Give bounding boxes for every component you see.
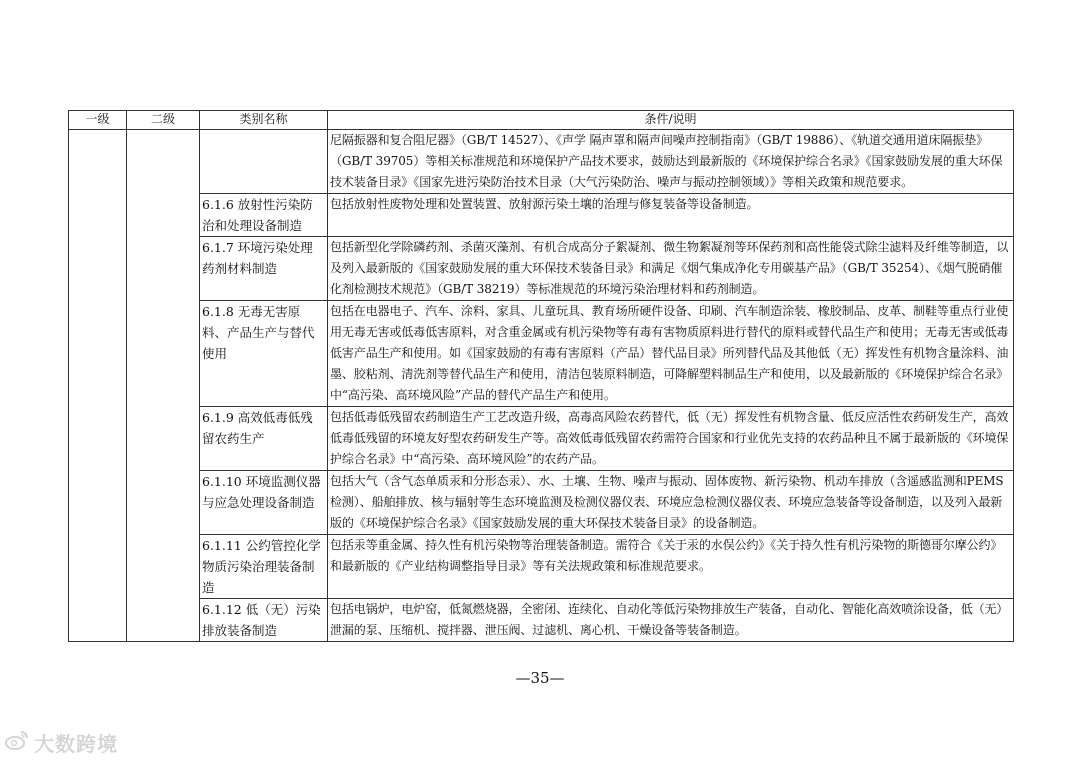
table-row	[69, 194, 1014, 237]
header-category: 类别名称	[200, 111, 328, 130]
watermark	[4, 728, 118, 757]
table-row	[69, 471, 1014, 535]
description-cell: 包括新型化学除磷药剂、杀菌灭藻剂、有机合成高分子絮凝剂、微生物絮凝剂等环保药剂和高性能袋式除尘滤料及纤维等制造，以及列入最新版的《国家鼓励发展的重大环保技术装备目录》和满足《烟气集成净化专用碳基产品》（GB/T 35254）、《烟气脱硝催化剂检测技术规范》（GB/T 38219）等标准规范的环境污染治理材料和药剂制造。	[328, 237, 1014, 301]
table-header-row	[69, 111, 1014, 130]
table-row	[69, 407, 1014, 471]
level1-cell	[69, 130, 127, 642]
table-row	[69, 130, 1014, 194]
header-level1: 一级	[69, 111, 127, 130]
table-row	[69, 301, 1014, 407]
category-cell: 6.1.10 环境监测仪器与应急处理设备制造	[200, 471, 328, 535]
category-cell: 6.1.12 低（无）污染排放装备制造	[200, 599, 328, 642]
header-level2: 二级	[127, 111, 200, 130]
description-cell: 包括大气（含气态单质汞和分形态汞）、水、土壤、生物、噪声与振动、固体废物、新污染物、机动车排放（含遥感监测和PEMS 检测）、船舶排放、核与辐射等生态环境监测及检测仪器仪表、环境应急检测仪器仪表、环境应急装备等设备制造，以及列入最新版的《环境保护综合名录》《国家鼓励发展的重大环保技术装备目录》的设备制造。	[328, 471, 1014, 535]
header-condition: 条件/说明	[328, 111, 1014, 130]
category-cell: 6.1.9 高效低毒低残留农药生产	[200, 407, 328, 471]
table-row	[69, 535, 1014, 599]
category-cell: 6.1.6 放射性污染防治和处理设备制造	[200, 194, 328, 237]
weibo-icon	[4, 729, 30, 757]
level2-cell	[127, 130, 200, 642]
category-cell	[200, 130, 328, 194]
table-row	[69, 599, 1014, 642]
table-row	[69, 237, 1014, 301]
catalog-table	[68, 110, 1014, 642]
description-cell: 包括低毒低残留农药制造生产工艺改造升级，高毒高风险农药替代，低（无）挥发性有机物含量、低反应活性农药研发生产，高效低毒低残留的环境友好型农药研发生产等。高效低毒低残留农药需符合国家和行业优先支持的农药品种且不属于最新版的《环境保护综合名录》中“高污染、高环境风险”的农药产品。	[328, 407, 1014, 471]
description-cell: 尼隔振器和复合阻尼器》（GB/T 14527）、《声学 隔声罩和隔声间噪声控制指南》（GB/T 19886）、《轨道交通用道床隔振垫》（GB/T 39705）等相关标准规范和环境保护产品技术要求，鼓励达到最新版的《环境保护综合名录》《国家鼓励发展的重大环保技术装备目录》《国家先进污染防治技术目录（大气污染防治、噪声与振动控制领域）》等相关政策和规范要求。	[328, 130, 1014, 194]
description-cell: 包括汞等重金属、持久性有机污染物等治理装备制造。需符合《关于汞的水俣公约》《关于持久性有机污染物的斯德哥尔摩公约》和最新版的《产业结构调整指导目录》等有关法规政策和标准规范要求。	[328, 535, 1014, 599]
description-cell: 包括电锅炉，电炉窑，低氮燃烧器，全密闭、连续化、自动化等低污染物排放生产装备，自动化、智能化高效喷涂设备，低（无）泄漏的泵、压缩机、搅拌器、泄压阀、过滤机、离心机、干燥设备等装备制造。	[328, 599, 1014, 642]
description-cell: 包括在电器电子、汽车、涂料、家具、儿童玩具、教育场所硬件设备、印刷、汽车制造涂装、橡胶制品、皮革、制鞋等重点行业使用无毒无害或低毒低害原料，对含重金属或有机污染物等有毒有害物质原料进行替代的原料或替代品生产和使用；无毒无害或低毒低害产品生产和使用。如《国家鼓励的有毒有害原料（产品）替代品目录》所列替代品及其他低（无）挥发性有机物含量涂料、油墨、胶粘剂、清洗剂等替代品生产和使用，清洁包装原料制造，可降解塑料制品生产和使用，以及最新版的《环境保护综合名录》中“高污染、高环境风险”产品的替代产品生产和使用。	[328, 301, 1014, 407]
description-cell: 包括放射性废物处理和处置装置、放射源污染土壤的治理与修复装备等设备制造。	[328, 194, 1014, 237]
category-cell: 6.1.7 环境污染处理药剂材料制造	[200, 237, 328, 301]
category-cell: 6.1.11 公约管控化学物质污染治理装备制造	[200, 535, 328, 599]
category-cell: 6.1.8 无毒无害原料、产品生产与替代使用	[200, 301, 328, 407]
watermark-text: 大数跨境	[34, 732, 118, 756]
page-number: —35—	[515, 669, 565, 687]
